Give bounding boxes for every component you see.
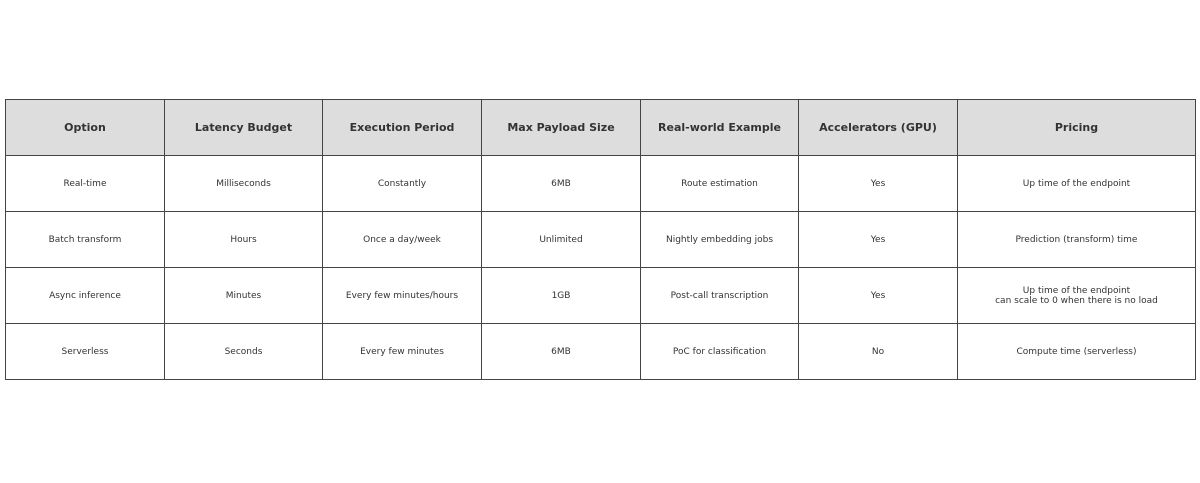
cell-max-payload-size: 6MB [482, 156, 641, 212]
header-real-world-example: Real-world Example [641, 100, 799, 156]
cell-latency-budget: Milliseconds [165, 156, 323, 212]
cell-pricing [958, 324, 1196, 380]
cell-pricing [958, 156, 1196, 212]
pricing-line: Up time of the endpoint [1022, 285, 1131, 296]
cell-accelerators-gpu: No [799, 324, 958, 380]
cell-execution-period: Once a day/week [323, 212, 482, 268]
pricing-line: Up time of the endpoint [1022, 178, 1131, 189]
cell-real-world-example: Nightly embedding jobs [641, 212, 799, 268]
pricing-line: can scale to 0 when there is no load [995, 295, 1158, 306]
deployment-options-table-container [5, 99, 1195, 380]
header-execution-period: Execution Period [323, 100, 482, 156]
cell-real-world-example: Route estimation [641, 156, 799, 212]
cell-option: Real-time [6, 156, 165, 212]
table-row [6, 212, 1196, 268]
table-header-row [6, 100, 1196, 156]
table-row [6, 268, 1196, 324]
cell-max-payload-size: 1GB [482, 268, 641, 324]
table-row [6, 324, 1196, 380]
header-pricing: Pricing [958, 100, 1196, 156]
cell-option: Serverless [6, 324, 165, 380]
cell-real-world-example: PoC for classification [641, 324, 799, 380]
header-latency-budget: Latency Budget [165, 100, 323, 156]
header-option: Option [6, 100, 165, 156]
cell-latency-budget: Seconds [165, 324, 323, 380]
cell-accelerators-gpu: Yes [799, 212, 958, 268]
cell-max-payload-size: 6MB [482, 324, 641, 380]
header-accelerators-gpu: Accelerators (GPU) [799, 100, 958, 156]
cell-real-world-example: Post-call transcription [641, 268, 799, 324]
cell-pricing [958, 268, 1196, 324]
cell-accelerators-gpu: Yes [799, 156, 958, 212]
header-max-payload-size: Max Payload Size [482, 100, 641, 156]
cell-pricing [958, 212, 1196, 268]
table-row [6, 156, 1196, 212]
cell-latency-budget: Hours [165, 212, 323, 268]
cell-option: Batch transform [6, 212, 165, 268]
cell-execution-period: Every few minutes [323, 324, 482, 380]
cell-accelerators-gpu: Yes [799, 268, 958, 324]
deployment-options-table [5, 99, 1196, 380]
cell-execution-period: Constantly [323, 156, 482, 212]
cell-execution-period: Every few minutes/hours [323, 268, 482, 324]
pricing-line: Prediction (transform) time [1015, 234, 1138, 245]
cell-max-payload-size: Unlimited [482, 212, 641, 268]
pricing-line: Compute time (serverless) [1016, 346, 1137, 357]
cell-latency-budget: Minutes [165, 268, 323, 324]
cell-option: Async inference [6, 268, 165, 324]
